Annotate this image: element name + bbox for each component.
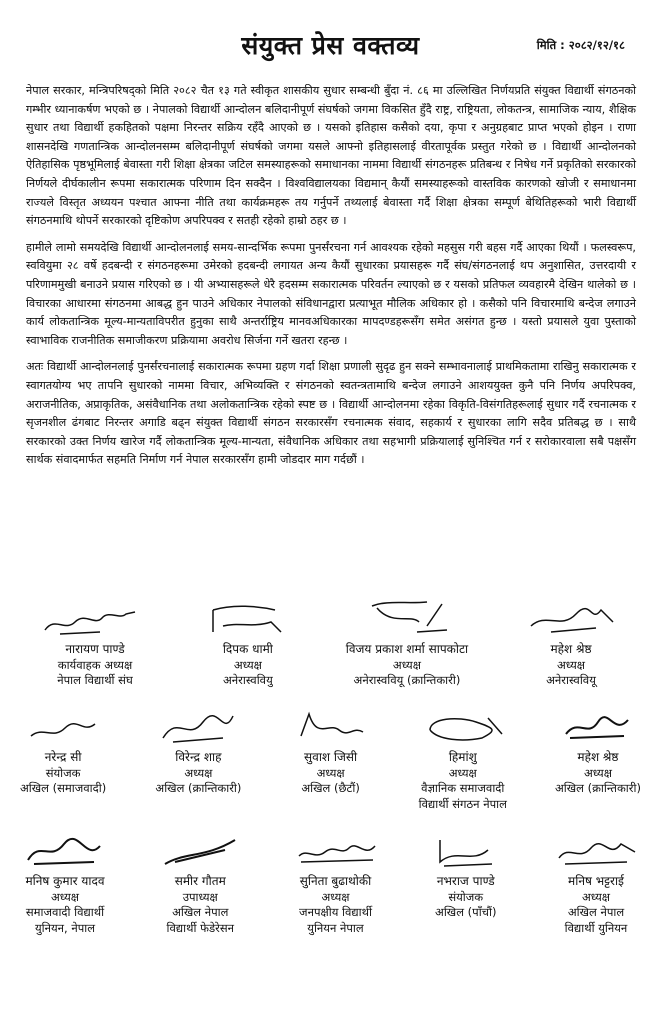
signatory-organization: अखिल (क्रान्तिकारी) xyxy=(554,781,641,795)
signatory-organization-line2: विद्यार्थी युनियन xyxy=(564,920,628,935)
signatory-title: अध्यक्ष xyxy=(448,765,477,780)
signatory-name: महेश श्रेष्ठ xyxy=(577,750,619,764)
signatory-title: अध्यक्ष xyxy=(392,657,421,672)
handwritten-signature xyxy=(153,708,243,748)
signatory-name: समीर गौतम xyxy=(174,874,226,888)
signatory xyxy=(551,832,641,936)
signatory-name: सुवाश जिसी xyxy=(304,750,358,764)
signatory-name: मनिष कुमार यादव xyxy=(25,874,105,888)
signatory-row-1 xyxy=(20,596,641,689)
signatory-title: अध्यक्ष xyxy=(583,765,612,780)
handwritten-signature xyxy=(20,832,110,872)
signatory-name: महेश श्रेष्ठ xyxy=(550,642,592,656)
handwritten-signature xyxy=(40,596,150,640)
signatory-name: विरेन्द्र शाह xyxy=(175,750,222,764)
signatory-organization-line2: विद्यार्थी संगठन नेपाल xyxy=(418,796,507,811)
signatory xyxy=(20,708,106,812)
signatory-title: अध्यक्ष xyxy=(184,765,213,780)
signatory-name: नभराज पाण्डे xyxy=(436,874,495,888)
signatory-organization: अनेरास्ववियू xyxy=(546,673,596,687)
signatory xyxy=(418,708,508,812)
signatory-organization: अनेरास्ववियु xyxy=(222,673,273,687)
document-date: मिति : २०८२/१२/१८ xyxy=(536,38,625,52)
signatory-title: अध्यक्ष xyxy=(316,765,345,780)
signatory-name: विजय प्रकाश शर्मा सापकोटा xyxy=(345,642,469,656)
signatory xyxy=(40,596,150,689)
signatory-organization-line2: युनियन नेपाल xyxy=(307,920,364,935)
statement-body xyxy=(26,82,636,478)
signatory-organization: अनेरास्ववियू (क्रान्तिकारी) xyxy=(353,673,461,687)
signatory xyxy=(291,708,371,812)
signatory-title: संयोजक xyxy=(45,765,81,780)
signatory xyxy=(203,596,293,689)
signatory-name: हिमांशु xyxy=(448,750,477,764)
signatory-name: नारायण पाण्डे xyxy=(65,642,125,656)
signatory-title: अध्यक्ष xyxy=(581,889,611,904)
handwritten-signature xyxy=(426,832,506,872)
handwritten-signature xyxy=(155,832,245,872)
handwritten-signature xyxy=(291,708,371,748)
signatory-name: नरेन्द्र सी xyxy=(44,750,82,764)
signatory xyxy=(521,596,621,689)
signatory-title: अध्यक्ष xyxy=(556,657,586,672)
signatory-organization: अखिल नेपाल xyxy=(567,905,625,919)
paragraph-3: अतः विद्यार्थी आन्दोलनलाई पुनर्संरचनालाई सकारात्मक रूपमा ग्रहण गर्दा शिक्षा प्रणाली सुदृढ हुन सक्ने सम्भावनालाई प्राथमिकतामा राखिनु सकारात्मक र स्वागतयोग्य भए तापनि सुधारको नाममा विचार, अभिव्यक्ति र संगठनको स्वतन्त्रतामाथि बन्देज लगाउने आशययुक्त कुनै पनि निर्णय अपरिपक्व, अराजनीतिक, अप्राकृतिक, असंवैधानिक तथा अलोकतान्त्रिक रहेको स्पष्ट छ । विद्यार्थी आन्दोलनमा रहेका विकृति-विसंगतिहरूलाई सुधार गर्दै रचनात्मक र सृजनशील ढंगबाट निरन्तर अगाडि बढ्न संयुक्त विद्यार्थी संगठन सरकारसँग रचनात्मक संवाद, सहकार्य र सुधारका लागि सदैव प्रतिबद्ध छ । साथै सरकारको उक्त निर्णय खारेज गर्दै लोकतान्त्रिक मूल्य-मान्यता, संवैधानिक अधिकार तथा सहभागी प्रक्रियालाई सुनिश्चित गर्न र सरोकारवाला सबै पक्षसँग सार्थक संवादमार्फत सहमति निर्माण गर्न नेपाल सरकारसँग हामी जोडदार माग गर्दछौं । xyxy=(26,360,636,467)
signatory-organization: अखिल (समाजवादी) xyxy=(20,781,107,795)
signatory-title: अध्यक्ष xyxy=(233,657,262,672)
signatory-title: संयोजक xyxy=(448,889,484,904)
signatory-organization: अखिल (क्रान्तिकारी) xyxy=(155,781,242,795)
signatory-organization: वैज्ञानिक समाजवादी xyxy=(421,781,505,795)
signatory-organization: अखिल नेपाल xyxy=(172,905,229,919)
handwritten-signature xyxy=(418,708,508,748)
handwritten-signature xyxy=(23,708,103,748)
signatory xyxy=(555,708,641,812)
signatory-title: उपाध्यक्ष xyxy=(182,889,218,904)
signatory-name: दिपक धामी xyxy=(222,642,273,656)
signatory xyxy=(20,832,110,936)
signatory xyxy=(426,832,506,936)
signatory xyxy=(291,832,381,936)
handwritten-signature xyxy=(521,596,621,640)
signatory-name: सुनिता बुढाथोकी xyxy=(299,874,372,888)
document-title: संयुक्त प्रेस वक्तव्य xyxy=(241,31,420,60)
signatory xyxy=(346,596,468,689)
signatory-title: अध्यक्ष xyxy=(50,889,80,904)
paragraph-1: नेपाल सरकार, मन्त्रिपरिषद्को मिति २०८२ चैत १३ गते स्वीकृत शासकीय सुधार सम्बन्धी बुँदा नं. ८६ मा उल्लिखित निर्णयप्रति संयुक्त विद्यार्थी संगठनको गम्भीर ध्यानाकर्षण भएको छ । नेपालको विद्यार्थी आन्दोलन बलिदानीपूर्ण संघर्षको जगमा विकसित हुँदै राष्ट्र, राष्ट्रियता, लोकतन्त्र, सामाजिक न्याय, शैक्षिक सुधार तथा विद्यार्थी हकहितको पक्षमा निरन्तर सक्रिय रहँदै आएको छ । यसको इतिहास कसैको दया, कृपा र अनुग्रहबाट प्राप्त भएको होइन । राणा शासनदेखि गणतान्त्रिक आन्दोलनसम्म बलिदानीपूर्ण संघर्षको जगमा यसले आफ्नो इतिहासलाई वीरतापूर्वक प्रस्तुत गरेको छ । विद्यार्थी आन्दोलनको ऐतिहासिक पृष्ठभूमिलाई बेवास्ता गरी शिक्षा क्षेत्रका जटिल समस्याहरूको समाधानका नाममा विद्यार्थी संगठनहरू प्रतिबन्ध र निषेध गर्ने प्रकृतिको सरकारको निर्णयले दीर्घकालीन रूपमा सकारात्मक परिणाम दिन सक्दैन । विश्वविद्यालयका विद्यमान् कैयौं समस्याहरूको वास्तविक कारणको खोजी र समाधानमा राज्यले विस्तृत अध्ययन पश्चात आफ्ना नीति तथा कार्यक्रमहरू तय गर्नुपर्ने तथ्यलाई बेवास्ता गर्दै शिक्षा क्षेत्रका सम्पूर्ण बेथितिहरूको भारी विद्यार्थी संगठनमाथि थोपर्ने सरकारको दृष्टिकोण अपरिपक्व र सतही रहेको हाम्रो ठहर छ । xyxy=(26,84,636,228)
signatory-title: अध्यक्ष xyxy=(321,889,350,904)
signatory-row-3 xyxy=(20,832,641,936)
handwritten-signature xyxy=(551,832,641,872)
signatory-organization: अखिल (छैटौं) xyxy=(301,781,360,795)
signatory-organization: समाजवादी विद्यार्थी xyxy=(25,905,105,919)
signatory-organization: अखिल (पाँचौं) xyxy=(435,905,497,919)
signatory-row-2 xyxy=(20,708,641,812)
handwritten-signature xyxy=(291,832,381,872)
signatory-organization-line2: युनियन, नेपाल xyxy=(34,920,96,935)
signatory xyxy=(153,708,243,812)
signatory-title: कार्यवाहक अध्यक्ष xyxy=(57,657,133,672)
handwritten-signature xyxy=(203,596,293,640)
handwritten-signature xyxy=(357,596,457,640)
paragraph-2: हामीले लामो समयदेखि विद्यार्थी आन्दोलनलाई समय-सान्दर्भिक रूपमा पुनर्संरचना गर्न आवश्यक रहेको महसुस गरी बहस गर्दै आएका थियौं । फलस्वरूप, स्ववियुमा २८ वर्षे हदबन्दी र संगठनहरूमा उमेरको हदबन्दी लगायत अन्य कैयौं सुधारका प्रयासहरू गर्दै संघ/संगठनलाई थप अनुशासित, उत्तरदायी र परिणाममुखी बनाउने प्रयास गरिएको छ । यी अभ्यासहरूले धेरै हदसम्म सकारात्मक परिवर्तन ल्याएको छ र यसको प्रतिफल व्यवहारमै देखिन थालेको छ । विचारका आधारमा संगठनमा आबद्ध हुन पाउने अधिकार नेपालको संविधानद्वारा प्रत्याभूत मौलिक अधिकार हो । कसैको पनि विचारमाथि बन्देज लगाउने कार्य लोकतान्त्रिक मूल्य-मान्यताविपरीत हुनुका साथै अन्तर्राष्ट्रिय मानवअधिकारका मापदण्डहरूसँग समेत असंगत हुन्छ । यस्तो प्रयासले युवा पुस्ताको स्वाभाविक राजनीतिक समाजीकरण प्रक्रियामा अवरोध सिर्जना गर्ने खतरा रहन्छ । xyxy=(26,240,636,347)
handwritten-signature xyxy=(558,708,638,748)
signatory-name: मनिष भट्टराई xyxy=(568,874,624,888)
signatory-organization: नेपाल विद्यार्थी संघ xyxy=(57,673,133,687)
signatory xyxy=(155,832,245,936)
signatory-organization-line2: विद्यार्थी फेडेरेसन xyxy=(166,920,234,935)
signatory-organization: जनपक्षीय विद्यार्थी xyxy=(299,905,372,919)
